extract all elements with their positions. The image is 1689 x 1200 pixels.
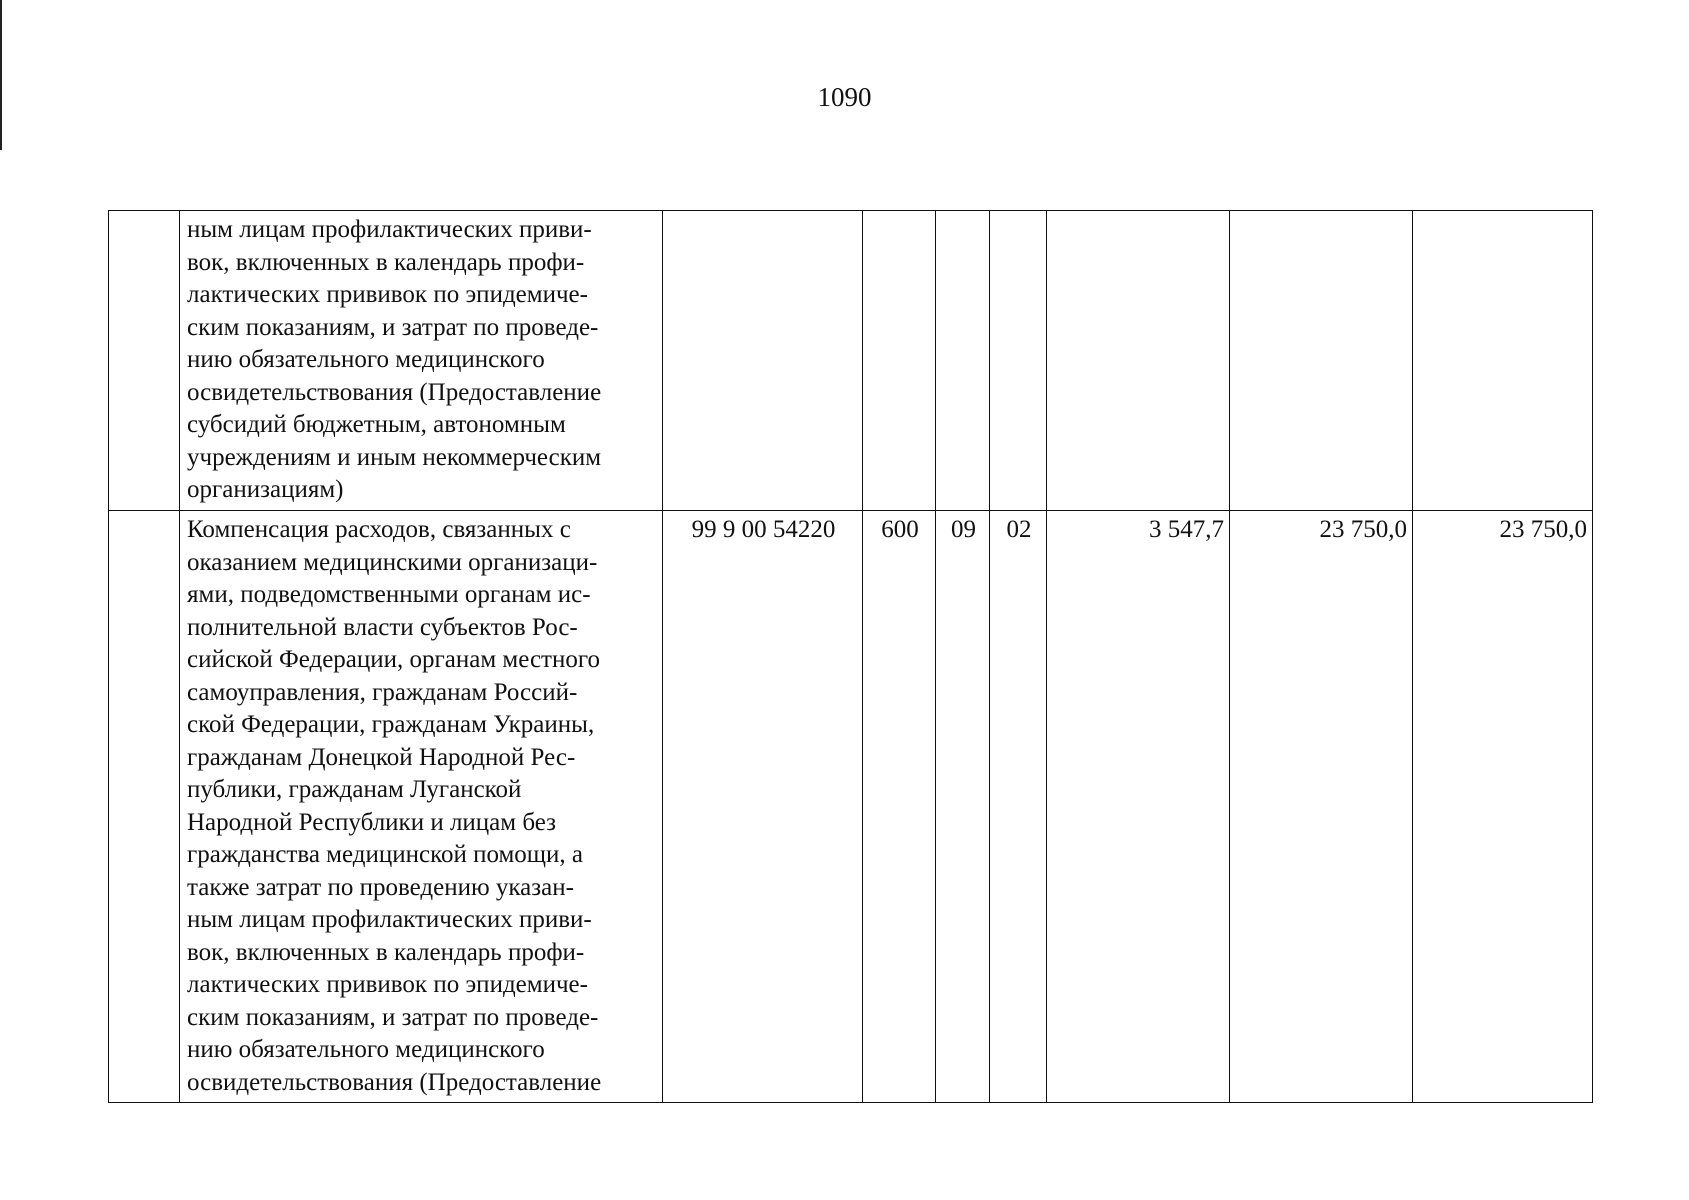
amount-2-cell: 23 750,0 [1230, 511, 1413, 1103]
row-index-cell [109, 211, 180, 511]
amount-3-cell [1413, 211, 1593, 511]
page-left-edge [0, 0, 2, 150]
table-row [109, 511, 1593, 1103]
amount-1-cell [1047, 211, 1230, 511]
row-index-cell [109, 511, 180, 1103]
section-cell [936, 211, 990, 511]
subsection-cell: 02 [990, 511, 1047, 1103]
target-article-cell: 99 9 00 54220 [663, 511, 863, 1103]
expense-type-cell: 600 [863, 511, 936, 1103]
subsection-cell [990, 211, 1047, 511]
amount-3-cell: 23 750,0 [1413, 511, 1593, 1103]
budget-table [108, 210, 1593, 1103]
amount-2-cell [1230, 211, 1413, 511]
table-row [109, 211, 1593, 511]
page-number: 1090 [817, 82, 872, 112]
section-cell: 09 [936, 511, 990, 1103]
amount-1-cell: 3 547,7 [1047, 511, 1230, 1103]
description-cell: Компенсация расходов, связанных с оказанием медицинскими организаци- ями, подведомственными органам ис- полнительной власти субъектов Рос- сийской Федерации, органам местного самоуправления, гражданам Россий- ской Федерации, гражданам Украины, гражданам Донецкой Народной Рес- публики, гражданам Луганской Народной Республики и лицам без гражданства медицинской помощи, а также затрат по проведению указан- ным лицам профилактических приви- вок, включенных в календарь профи- лактических прививок по эпидемиче- ским показаниям, и затрат по проведе- нию обязательного медицинского освидетельствования (Предоставление [180, 511, 663, 1103]
target-article-cell [663, 211, 863, 511]
description-cell: ным лицам профилактических приви- вок, включенных в календарь профи- лактических прививок по эпидемиче- ским показаниям, и затрат по проведе- нию обязательного медицинского освидетельствования (Предоставление субсидий бюджетным, автономным учреждениям и иным некоммерческим организациям) [180, 211, 663, 511]
expense-type-cell [863, 211, 936, 511]
